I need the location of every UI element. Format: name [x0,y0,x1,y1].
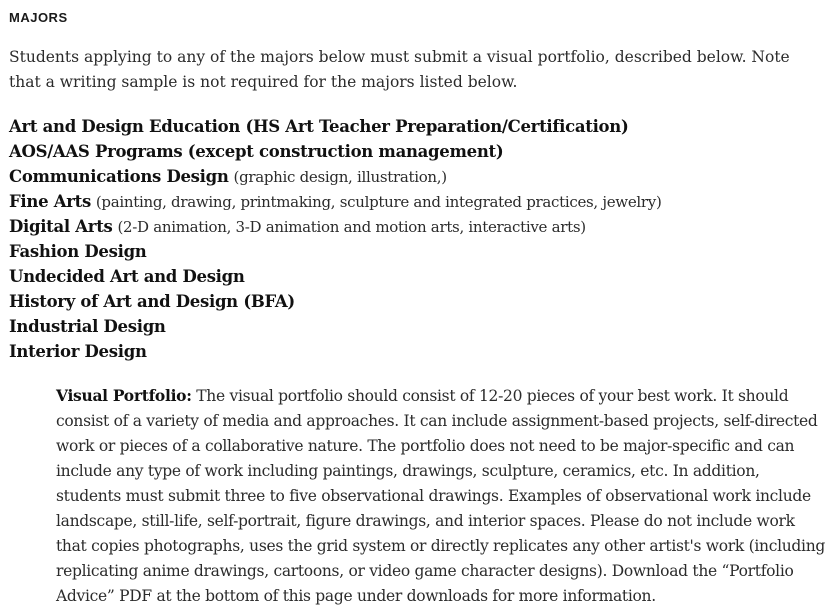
major-item [9,314,824,339]
major-item [9,164,824,189]
portfolio-label: Visual Portfolio: [56,386,192,405]
intro-paragraph: Students applying to any of the majors below must submit a visual portfolio, described below. Note that a writing sample is not required for the majors listed below. [9,48,790,91]
portfolio-paragraph [56,383,826,609]
major-name: AOS/AAS Programs (except construction management) [9,142,504,161]
major-item [9,189,824,214]
major-item [9,264,824,289]
major-name: Fashion Design [9,242,147,261]
major-item [9,114,824,139]
major-name: Interior Design [9,342,147,361]
majors-list [9,114,824,364]
major-item [9,239,824,264]
major-item [9,339,824,364]
portfolio-text: The visual portfolio should consist of 12-20 pieces of your best work. It should consist of a variety of media and approaches. It can include assignment-based projects, self-directed work or pieces of a collaborative nature. The portfolio does not need to be major-specific and can include any type of work including paintings, drawings, sculpture, ceramics, etc. In addition, students must submit three to five observational drawings. Examples of observational work include landscape, still-life, self-portrait, figure drawings, and interior spaces. Please do not include work that copies photographs, uses the grid system or directly replicates any other artist's work (including replicating anime drawings, cartoons, or video game character designs). Download the “Portfolio Advice” PDF at the bottom of this page under downloads for more information. [56,387,826,605]
major-name: Art and Design Education (HS Art Teacher Preparation/Certification) [9,117,629,136]
major-name: Fine Arts [9,192,91,211]
major-name: Undecided Art and Design [9,267,245,286]
major-item [9,289,824,314]
major-detail: (painting, drawing, printmaking, sculpture and integrated practices, jewelry) [95,193,662,211]
major-name: History of Art and Design (BFA) [9,292,295,311]
major-detail: (graphic design, illustration,) [233,168,447,186]
major-name: Digital Arts [9,217,113,236]
major-name: Communications Design [9,167,229,186]
major-detail: (2-D animation, 3-D animation and motion arts, interactive arts) [117,218,586,236]
major-item [9,139,824,164]
major-item [9,214,824,239]
major-name: Industrial Design [9,317,166,336]
section-heading: MAJORS [9,10,68,25]
